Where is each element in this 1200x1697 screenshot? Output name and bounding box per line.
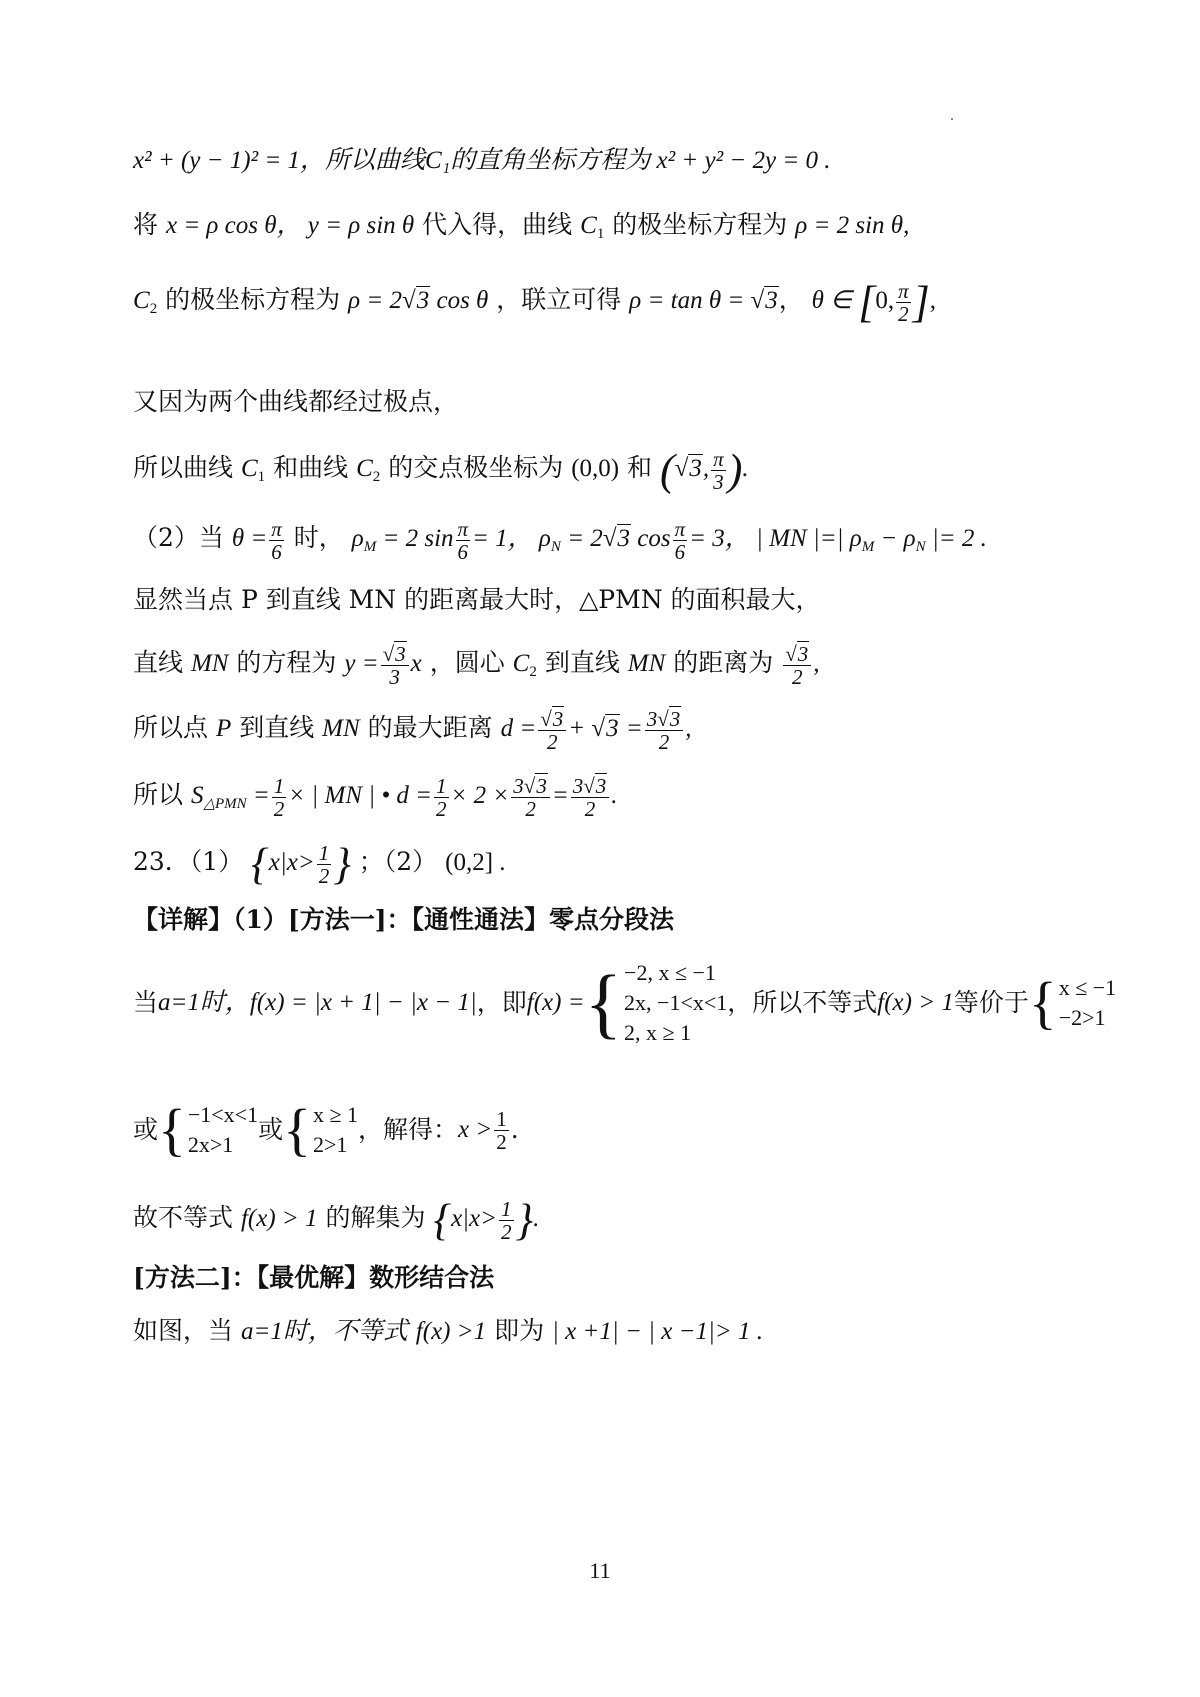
text: 的最大距离 [367, 713, 493, 743]
piecewise-row [133, 958, 1116, 1048]
curve-c1: $C_1$ [240, 455, 266, 486]
text: ；（2） [358, 847, 438, 877]
text: 的交点极坐标为 [388, 453, 564, 483]
math: ρ = tan θ = √3 [629, 287, 778, 315]
math: f(x) = [526, 989, 585, 1016]
text: 等价于 [953, 988, 1029, 1017]
math: P [215, 715, 232, 743]
line-cartesian-equation [133, 143, 1140, 178]
text: 到直线 [239, 713, 315, 743]
case: −2, x ≤ −1 [624, 960, 716, 985]
text: 和曲线 [273, 453, 349, 483]
equation-text: x² + (y − 1)² = 1，所以曲线C₁的直角坐标方程为 x² + y² − 2y = 0 . [133, 147, 831, 174]
text: ，圆心 [429, 648, 505, 678]
piecewise-cases: { −2, x ≤ −1 2x, −1<x<1 2, x ≥ 1 [584, 959, 728, 1046]
case: x ≤ −1 [1058, 975, 1117, 1000]
line-part2 [133, 518, 1140, 564]
math: ρ = 2 sin θ, [795, 212, 910, 239]
text: （2）当 [133, 523, 224, 553]
line-substitution [133, 208, 1140, 251]
speck-mark [951, 118, 953, 120]
text: ，所以不等式 [727, 988, 878, 1017]
math: f(x) = |x + 1| − |x − 1| [249, 989, 477, 1016]
line-method-one-heading [133, 903, 1140, 937]
heading: [方法二]：【最优解】数形结合法 [133, 1263, 495, 1292]
text: ，解得： [358, 1115, 459, 1144]
math: y = $\frac{√3}{3}$ x [344, 642, 422, 689]
text: 的解集为 [325, 1203, 426, 1233]
text: 代入得，曲线 [422, 210, 573, 239]
math: ρ = 2√3 cos θ [348, 287, 489, 315]
or-cases-row: 或 { −1<x<1 2x>1 或 { x ≥ 1 2>1 ，解得： x > $\frac{1}{2}$ . [133, 1097, 519, 1162]
math: {x|x> $\frac{1}{2}$ }. [433, 1195, 540, 1245]
text: 直线 [133, 648, 184, 678]
curve-c2: $C_2$ [133, 287, 158, 318]
text: 和 [627, 453, 653, 483]
math: $\rho_M = 2$ sin $\frac{\pi}{6}$ = 1， $\rho_N = 2√3$ cos $\frac{\pi}{6}$ = 3， | MN |=| $\rho_M - \rho_N$ |= 2 . [351, 517, 987, 564]
math: (0,0) [571, 455, 620, 483]
math: f(x) > 1 [877, 989, 954, 1016]
case: x ≥ 1 [312, 1102, 359, 1127]
condition-cases: { x ≤ −1 −2>1 [1028, 970, 1117, 1035]
math: x = ρ cos θ， y = ρ sin θ [165, 212, 415, 239]
math: MN [190, 650, 229, 678]
text: ，联立可得 [496, 285, 622, 315]
line-piecewise [133, 958, 1140, 1048]
math: $\frac{√3}{2}$ , [785, 642, 820, 689]
math: d = $\frac{√3}{2}$ + √3 = $\frac{3√3}{2}$ , [500, 707, 692, 754]
fraction: $\frac{1}{2}$ [496, 1106, 507, 1154]
case: −2>1 [1058, 1005, 1106, 1030]
line-mn-equation [133, 643, 1140, 689]
line-area [133, 775, 1140, 821]
text: 23．（1） [133, 847, 244, 877]
text: 将 [133, 210, 159, 239]
curve-c2: $C_2$ [512, 650, 537, 681]
cases-right: { x ≥ 1 2>1 [283, 1097, 359, 1162]
text: ，即 [476, 988, 527, 1017]
line-or-cases [133, 1097, 1140, 1162]
cases-middle: { −1<x<1 2x>1 [158, 1097, 259, 1162]
text: 如图，当 [133, 1316, 234, 1345]
line-max-distance [133, 708, 1140, 753]
text: 又因为两个曲线都经过极点， [133, 387, 459, 416]
text: 或 [258, 1115, 284, 1144]
text: 故不等式 [133, 1203, 234, 1233]
case: 2, x ≥ 1 [624, 1020, 692, 1045]
math: {x|x> $\frac{1}{2}$ } [251, 839, 351, 889]
text: 的极坐标方程为 [612, 210, 788, 239]
math: (0,2] . [445, 849, 506, 877]
text: 的方程为 [236, 648, 337, 678]
curve-c2: $C_2$ [356, 455, 381, 486]
math: x > [458, 1116, 493, 1143]
heading: 【详解】（1）[方法一]：【通性通法】零点分段法 [133, 905, 675, 934]
text: 的距离为 [673, 648, 774, 678]
text: 的极坐标方程为 [165, 285, 341, 315]
line-max-area [133, 583, 1140, 617]
line-solution-set [133, 1195, 1140, 1245]
math: | x +1| − | x −1|> 1 . [552, 1318, 763, 1345]
line-method-two-heading [133, 1261, 1140, 1295]
math: (√3, $\frac{\pi}{3}$ ). [660, 445, 749, 495]
text: 当 [133, 988, 159, 1017]
math: a=1时， [158, 989, 250, 1016]
page-number: 11 [589, 1558, 611, 1583]
math: MN [627, 650, 666, 678]
text: 时， [293, 523, 344, 553]
case: 2>1 [312, 1132, 348, 1157]
case: −1<x<1 [187, 1102, 259, 1127]
math: θ = $\frac{\pi}{6}$ [231, 517, 282, 564]
text: 所以 [133, 780, 184, 810]
line-graphical [133, 1314, 1140, 1349]
line-both-pass-pole [133, 385, 1140, 419]
text: 显然当点 P 到直线 MN 的距离最大时，△PMN 的面积最大， [133, 585, 821, 614]
text: 所以曲线 [133, 453, 234, 483]
text: 所以点 [133, 713, 209, 743]
math: θ ∈ [0, $\frac{\pi}{2}$ ], [811, 277, 936, 327]
case: 2x>1 [187, 1132, 234, 1157]
line-problem23-answer [133, 839, 1140, 889]
math: f(x) > 1 [240, 1205, 318, 1233]
math: $S_{\triangle PMN}$ = $\frac{1}{2}$ × | MN | • d = $\frac{1}{2}$ × 2 × $\frac{3√3}{2}$ = $\frac{3√3}{2}$ . [190, 774, 618, 821]
text: 到直线 [544, 648, 620, 678]
text: 或 [133, 1115, 159, 1144]
line-c2-polar: $C_2$ 的极坐标方程为 ρ = 2√3 cos θ ，联立可得 ρ = tan θ = √3， θ ∈ [0, $\frac{\pi}{2}$ ], [133, 277, 936, 327]
math: a=1时，不等式 [240, 1318, 408, 1345]
math: f(x) >1 [415, 1318, 487, 1345]
curve-c1: $C_1$ [580, 212, 605, 242]
case: 2x, −1<x<1 [624, 990, 728, 1015]
text: 即为 [494, 1316, 545, 1345]
line-intersection [133, 445, 1140, 495]
math: MN [322, 715, 360, 743]
